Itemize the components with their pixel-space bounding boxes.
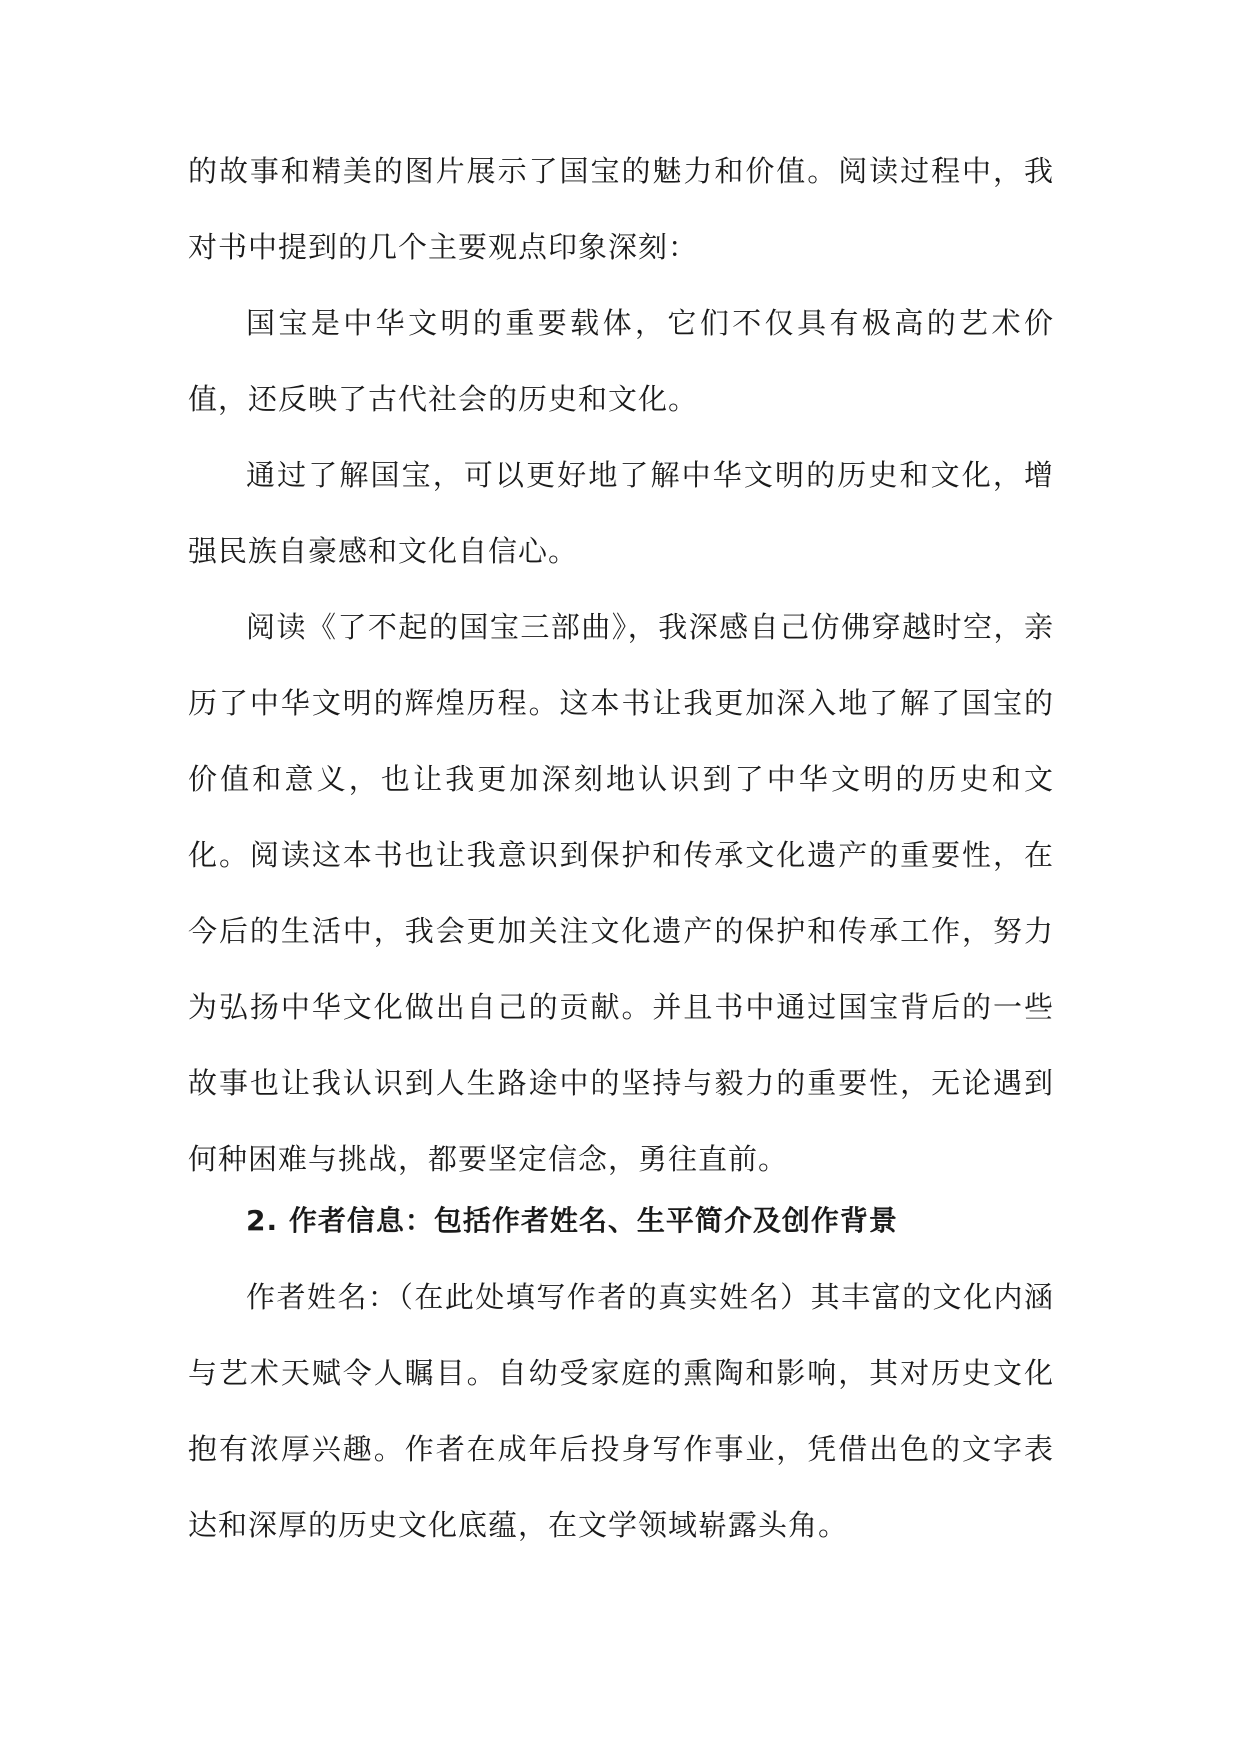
section-heading-author-info: 2. 作者信息：包括作者姓名、生平简介及创作背景 bbox=[246, 1204, 898, 1237]
paragraph-author-info: 作者姓名：（在此处填写作者的真实姓名）其丰富的文化内涵与艺术天赋令人瞩目。自幼受家庭的熏陶和影响，其对历史文化抱有浓厚兴趣。作者在成年后投身写作事业，凭借出色的文字表达和深厚的历史文化底蕴，在文学领域崭露头角。 bbox=[188, 1280, 1054, 1542]
paragraph-reflection: 阅读《了不起的国宝三部曲》，我深感自己仿佛穿越时空，亲历了中华文明的辉煌历程。这本书让我更加深入地了解了国宝的价值和意义，也让我更加深刻地认识到了中华文明的历史和文化。阅读这本书也让我意识到保护和传承文化遗产的重要性，在今后的生活中，我会更加关注文化遗产的保护和传承工作，努力为弘扬中华文化做出自己的贡献。并且书中通过国宝背后的一些故事也让我认识到人生路途中的坚持与毅力的重要性，无论遇到何种困难与挑战，都要坚定信念，勇往直前。 bbox=[188, 610, 1054, 1176]
paragraph-viewpoint-1: 国宝是中华文明的重要载体，它们不仅具有极高的艺术价值，还反映了古代社会的历史和文化。 bbox=[188, 306, 1054, 416]
paragraph-continuation: 的故事和精美的图片展示了国宝的魅力和价值。阅读过程中，我对书中提到的几个主要观点印象深刻： bbox=[188, 154, 1054, 264]
paragraph-viewpoint-2: 通过了解国宝，可以更好地了解中华文明的历史和文化，增强民族自豪感和文化自信心。 bbox=[188, 458, 1054, 568]
